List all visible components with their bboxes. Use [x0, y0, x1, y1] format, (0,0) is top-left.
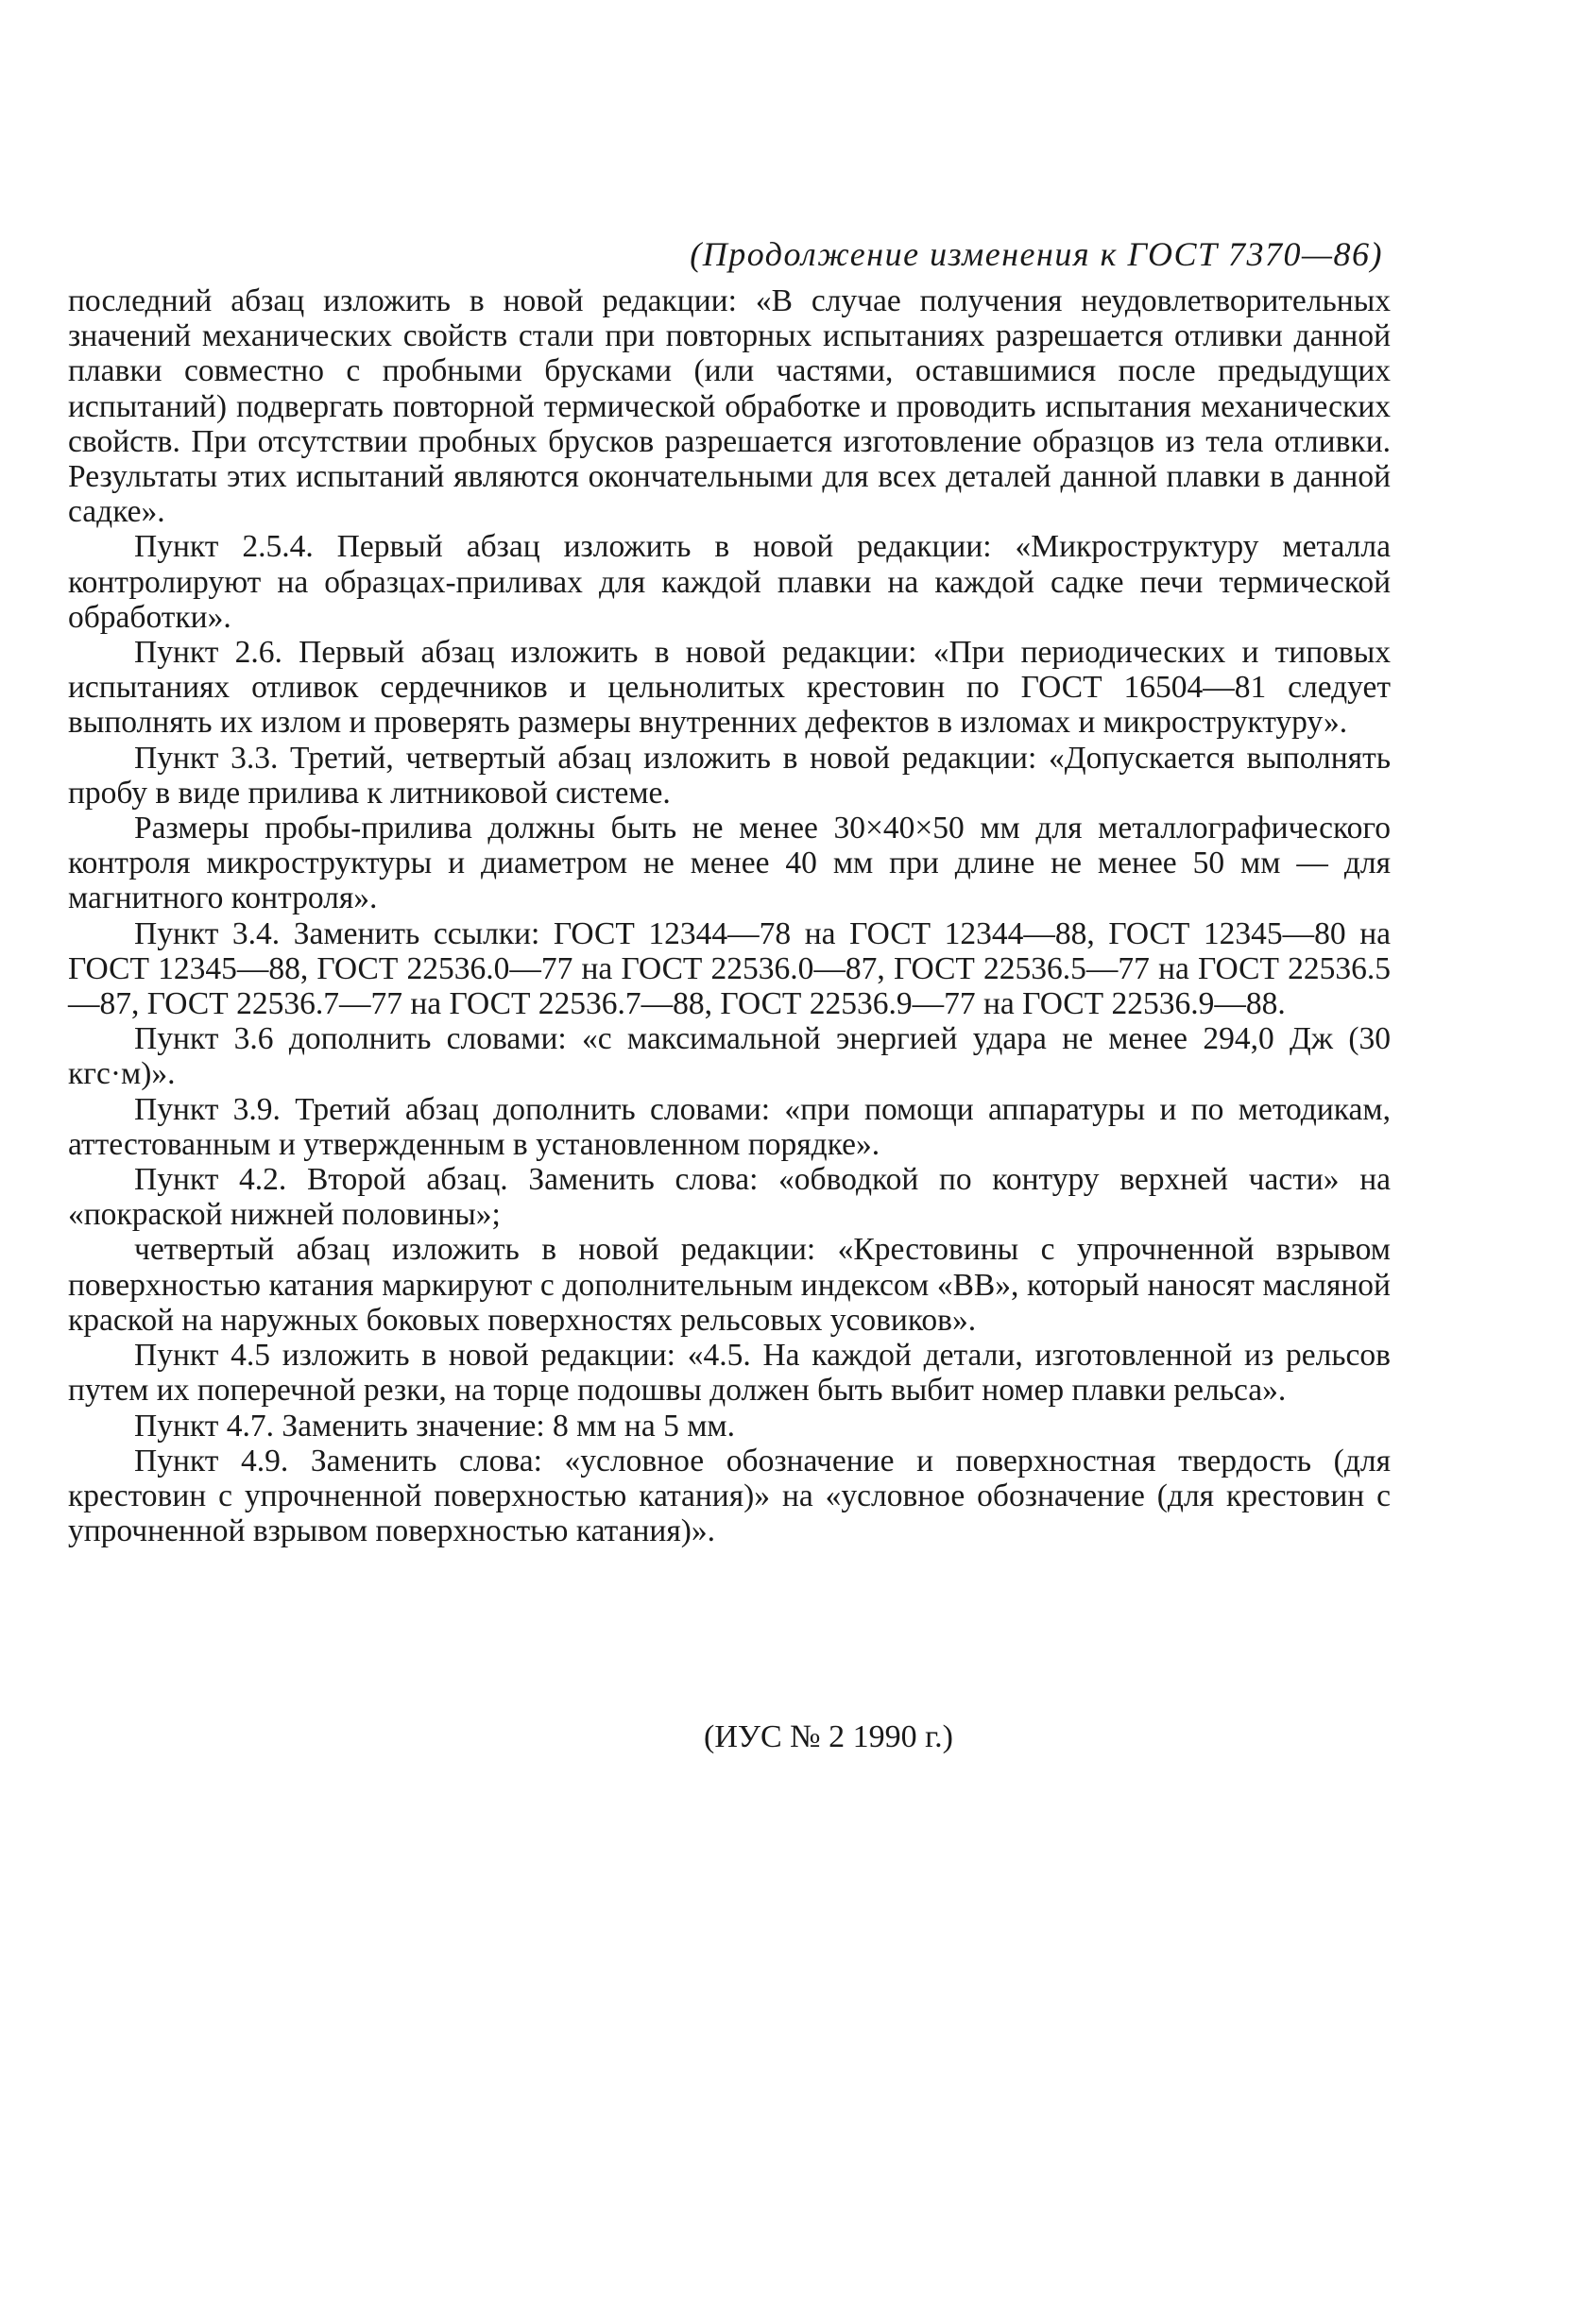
- paragraph-7: Пункт 3.6 дополнить словами: «с максимальной энергией удара не менее 294,0 Дж (30 кгс·м)».: [68, 1021, 1391, 1092]
- paragraph-2: Пункт 2.5.4. Первый абзац изложить в новой редакции: «Микроструктуру металла контролируют на образцах-приливах для каждой плавки на каждой садке печи термической обработки».: [68, 529, 1391, 635]
- paragraph-12: Пункт 4.7. Заменить значение: 8 мм на 5 мм.: [134, 1408, 735, 1444]
- paragraph-8: Пункт 3.9. Третий абзац дополнить словами: «при помощи аппаратуры и по методикам, аттестованным и утвержденным в установленном порядке».: [68, 1091, 1391, 1162]
- footer-note-wrap: [0, 1719, 1572, 1755]
- paragraph-11: Пункт 4.5 изложить в новой редакции: «4.5. На каждой детали, изготовленной из рельсов путем их поперечной резки, на торце подошвы должен быть выбит номер плавки рельса».: [68, 1338, 1391, 1409]
- paragraph-1: последний абзац изложить в новой редакции: «В случае получения неудовлетворительных значений механических свойств стали при повторных испытаниях разрешается отливки данной плавки совместно с пробными брусками (или частями, оставшимися после предыдущих испытаний) подвергать повторной термической обработке и проводить испытания механических свойств. При отсутствии пробных брусков разрешается изготовление образцов из тела отливки. Результаты этих испытаний являются окончательными для всех деталей данной плавки в данной садке».: [68, 283, 1391, 530]
- paragraph-9: Пункт 4.2. Второй абзац. Заменить слова: «обводкой по контуру верхней части» на «покраской нижней половины»;: [68, 1162, 1391, 1233]
- paragraph-13: Пункт 4.9. Заменить слова: «условное обозначение и поверхностная твердость (для крестовин с упрочненной поверхностью катания)» на «условное обозначение (для крестовин с упрочненной взрывом поверхностью катания)».: [68, 1443, 1391, 1549]
- paragraph-3: Пункт 2.6. Первый абзац изложить в новой редакции: «При периодических и типовых испытаниях отливок сердечников и цельнолитых крестовин по ГОСТ 16504—81 следует выполнять их излом и проверять размеры внутренних дефектов в изломах и микроструктуру».: [68, 635, 1391, 741]
- paragraph-5: Размеры пробы-прилива должны быть не менее 30×40×50 мм для металлографического контроля микроструктуры и диаметром не менее 40 мм при длине не менее 50 мм — для магнитного контроля».: [68, 811, 1391, 916]
- paragraph-4: Пункт 3.3. Третий, четвертый абзац изложить в новой редакции: «Допускается выполнять пробу в виде прилива к литниковой системе.: [68, 740, 1391, 811]
- page-header: (Продолжение изменения к ГОСТ 7370—86): [690, 235, 1383, 273]
- document-body: [68, 283, 1391, 1548]
- paragraph-10: четвертый абзац изложить в новой редакции: «Крестовины с упрочненной взрывом поверхностью катания маркируют с дополнительным индексом «ВВ», который наносят масляной краской на наружных боковых поверхностях рельсовых усовиков».: [68, 1232, 1391, 1338]
- paragraph-6: Пункт 3.4. Заменить ссылки: ГОСТ 12344—78 на ГОСТ 12344—88, ГОСТ 12345—80 на ГОСТ 12345—88, ГОСТ 22536.0—77 на ГОСТ 22536.0—87, ГОСТ 22536.5—77 на ГОСТ 22536.5—87, ГОСТ 22536.7—77 на ГОСТ 22536.7—88, ГОСТ 22536.9—77 на ГОСТ 22536.9—88.: [68, 915, 1391, 1022]
- footer-note: (ИУС № 2 1990 г.): [704, 1719, 953, 1754]
